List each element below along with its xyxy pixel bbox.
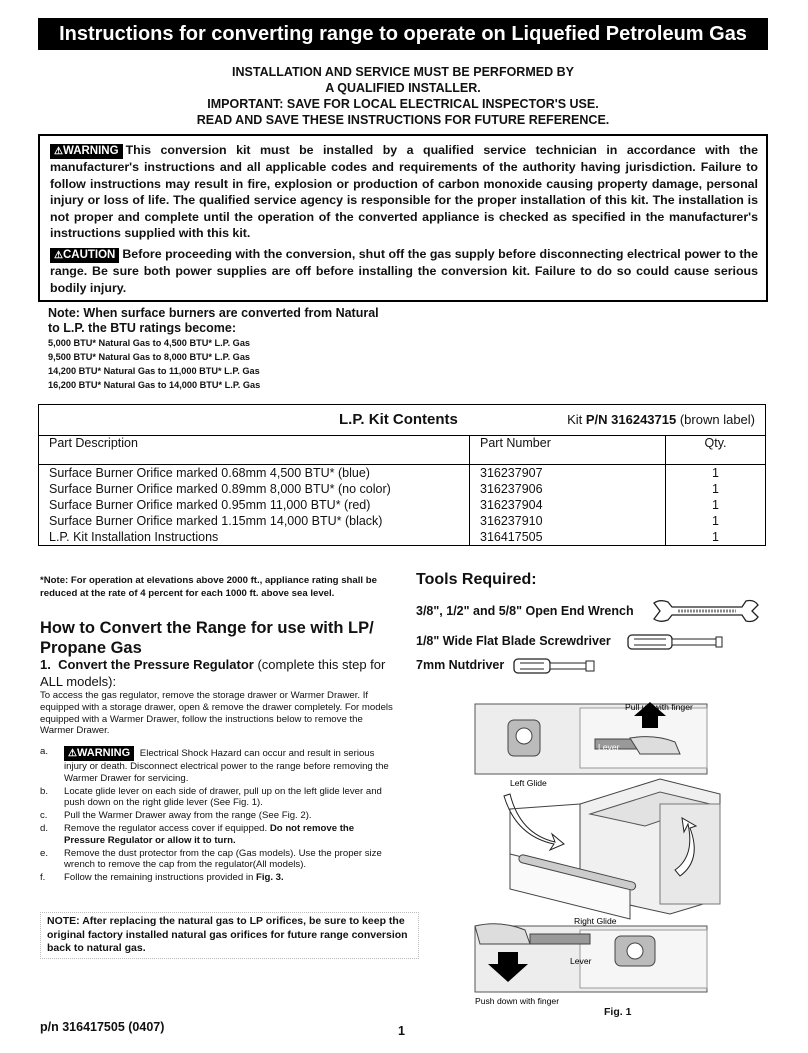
kit-part-number: Kit P/N 316243715 (brown label) [567, 412, 755, 427]
page-title: Instructions for converting range to operate on Liquefied Petroleum Gas [38, 18, 768, 50]
nutdriver-icon [512, 656, 598, 676]
elevation-note: *Note: For operation at elevations above 2000 ft., appliance rating shall be reduced at the rate of 4 percent for each 1000 ft. above sea level. [40, 575, 377, 599]
list-item: a. ⚠WARNING Electrical Shock Hazard can occur and result in serious injury or death. Disconnect electrical power to the range before removing the Warmer Drawer for servicing. [40, 746, 389, 784]
header-line: IMPORTANT: SAVE FOR LOCAL ELECTRICAL INSPECTOR'S USE. [207, 97, 599, 111]
header-line: INSTALLATION AND SERVICE MUST BE PERFORMED BY [232, 65, 574, 79]
warning-triangle-icon: ⚠ [68, 748, 77, 759]
bottom-lever [530, 934, 590, 944]
table-row: Surface Burner Orifice marked 0.89mm 8,000 BTU* (no color) [49, 482, 391, 496]
figure-1-drawer-illustration [470, 694, 770, 1006]
warning-tag: ⚠WARNING [50, 144, 123, 159]
kit-table-title: L.P. Kit Contents [339, 411, 458, 428]
step-warning-tag: ⚠WARNING [64, 746, 134, 761]
desc-column [39, 465, 470, 546]
part-number-cell: 316237910 [480, 514, 543, 528]
caution-tag: ⚠CAUTION [50, 248, 119, 263]
btu-item: 16,200 BTU* Natural Gas to 14,000 BTU* L.P. Gas [48, 380, 261, 390]
warning-box [38, 134, 768, 302]
figure-caption: Fig. 1 [604, 1006, 632, 1018]
bottom-lever-label: Lever [570, 956, 592, 966]
top-lever-label: Lever [598, 742, 620, 752]
screwdriver-icon [626, 632, 726, 652]
orifice-note: NOTE: After replacing the natural gas to LP orifices, be sure to keep the original factory installed natural gas orifices for future range conversion back to natural gas. [40, 912, 419, 959]
part-number-cell: 316417505 [480, 530, 543, 544]
tool-screwdriver: 1/8" Wide Flat Blade Screwdriver [416, 634, 611, 648]
left-glide-label: Left Glide [510, 778, 547, 788]
caution-paragraph [50, 246, 758, 296]
wrench-icon [650, 597, 760, 625]
col-header-part-number: Part Number [470, 436, 666, 465]
tools-title: Tools Required: [416, 571, 537, 588]
kit-table-header [39, 405, 766, 436]
list-item: b. Locate glide lever on each side of drawer, pull up on the left glide lever and push down on the right glide lever (See Fig. 1). [40, 785, 382, 809]
warning-paragraph [50, 142, 758, 242]
btu-item: 9,500 BTU* Natural Gas to 8,000 BTU* L.P. Gas [48, 352, 251, 362]
curved-arrow-left [504, 794, 564, 850]
step1-rest: (complete this step for ALL models): [40, 657, 386, 689]
footer-part-number: p/n 316417505 (0407) [40, 1020, 165, 1034]
right-glide-label: Right Glide [574, 916, 617, 926]
caution-text: Before proceeding with the conversion, shut off the gas supply before disconnecting electrical power to the range. Be sure both power supplies are off before installing the conversion kit. Failure to do so could cause serious bodily injury. [50, 247, 758, 295]
part-number-cell: 316237904 [480, 498, 543, 512]
table-row: Surface Burner Orifice marked 0.68mm 4,500 BTU* (blue) [49, 466, 370, 480]
part-number-cell: 316237907 [480, 466, 543, 480]
step-list [40, 746, 396, 885]
tool-wrench: 3/8", 1/2" and 5/8" Open End Wrench [416, 604, 634, 618]
list-item: d. Remove the regulator access cover if equipped. Do not remove the Pressure Regulator or allow it to turn. [40, 822, 355, 846]
step1-number: 1. [40, 657, 51, 672]
table-row: Surface Burner Orifice marked 0.95mm 11,000 BTU* (red) [49, 498, 371, 512]
table-row: Surface Burner Orifice marked 1.15mm 14,000 BTU* (black) [49, 514, 383, 528]
kit-contents-table [38, 404, 766, 546]
qty-cell: 1 [712, 514, 719, 528]
caution-triangle-icon: ⚠ [54, 250, 63, 261]
header-line: READ AND SAVE THESE INSTRUCTIONS FOR FUTURE REFERENCE. [196, 113, 610, 127]
table-row: L.P. Kit Installation Instructions [49, 530, 219, 544]
intro-text: To access the gas regulator, remove the storage drawer or Warmer Drawer. If equipped with a storage drawer, open & remove the drawer completely. For models equipped with a Warmer Drawer, follow the instructions below to remove the Warmer Drawer. [40, 690, 393, 737]
btu-item: 14,200 BTU* Natural Gas to 11,000 BTU* L.P. Gas [48, 366, 260, 376]
warning-text: This conversion kit must be installed by a qualified service technician in accordance with the manufacturer's instructions and all applicable codes and requirements of the authority having jurisdiction. Failure to follow instructions may result in fire, explosion or production of carbon monoxide causing property damage, personal injury or loss of life. The qualified service agency is responsible for the proper installation of this kit. The installation is not proper and complete until the operation of the converted appliance is checked as specified in the manufacturer's instructions supplied with this kit. [50, 143, 758, 240]
step1-bold: Convert the Pressure Regulator [58, 657, 254, 672]
howto-title: How to Convert the Range for use with LP/ Propane Gas [40, 619, 374, 657]
tool-nutdriver: 7mm Nutdriver [416, 658, 505, 672]
qty-cell: 1 [712, 482, 719, 496]
list-item: e. Remove the dust protector from the cap (Gas models). Use the proper size wrench to remove the cap from the regulator(All models). [40, 847, 382, 871]
col-header-description: Part Description [39, 436, 470, 465]
list-item: f. Follow the remaining instructions provided in Fig. 3. [40, 872, 284, 884]
pn-column [470, 465, 666, 546]
header-line: A QUALIFIED INSTALLER. [325, 81, 481, 95]
page-number: 1 [398, 1024, 405, 1038]
part-number-cell: 316237906 [480, 482, 543, 496]
push-down-label: Push down with finger [475, 996, 560, 1006]
btu-note [48, 306, 379, 392]
qty-cell: 1 [712, 530, 719, 544]
col-header-qty: Qty. [666, 436, 766, 465]
qty-cell: 1 [712, 466, 719, 480]
qty-column [666, 465, 766, 546]
qty-cell: 1 [712, 498, 719, 512]
list-item: c. Pull the Warmer Drawer away from the range (See Fig. 2). [40, 810, 312, 822]
installation-header [38, 64, 768, 128]
btu-note-line: Note: When surface burners are converted from Natural [48, 306, 379, 320]
pull-up-label: Pull up with finger [625, 702, 693, 712]
btu-item: 5,000 BTU* Natural Gas to 4,500 BTU* L.P. Gas [48, 338, 251, 348]
step1-heading [40, 656, 400, 690]
warning-triangle-icon: ⚠ [54, 146, 63, 157]
btu-note-line: to L.P. the BTU ratings become: [48, 321, 236, 335]
